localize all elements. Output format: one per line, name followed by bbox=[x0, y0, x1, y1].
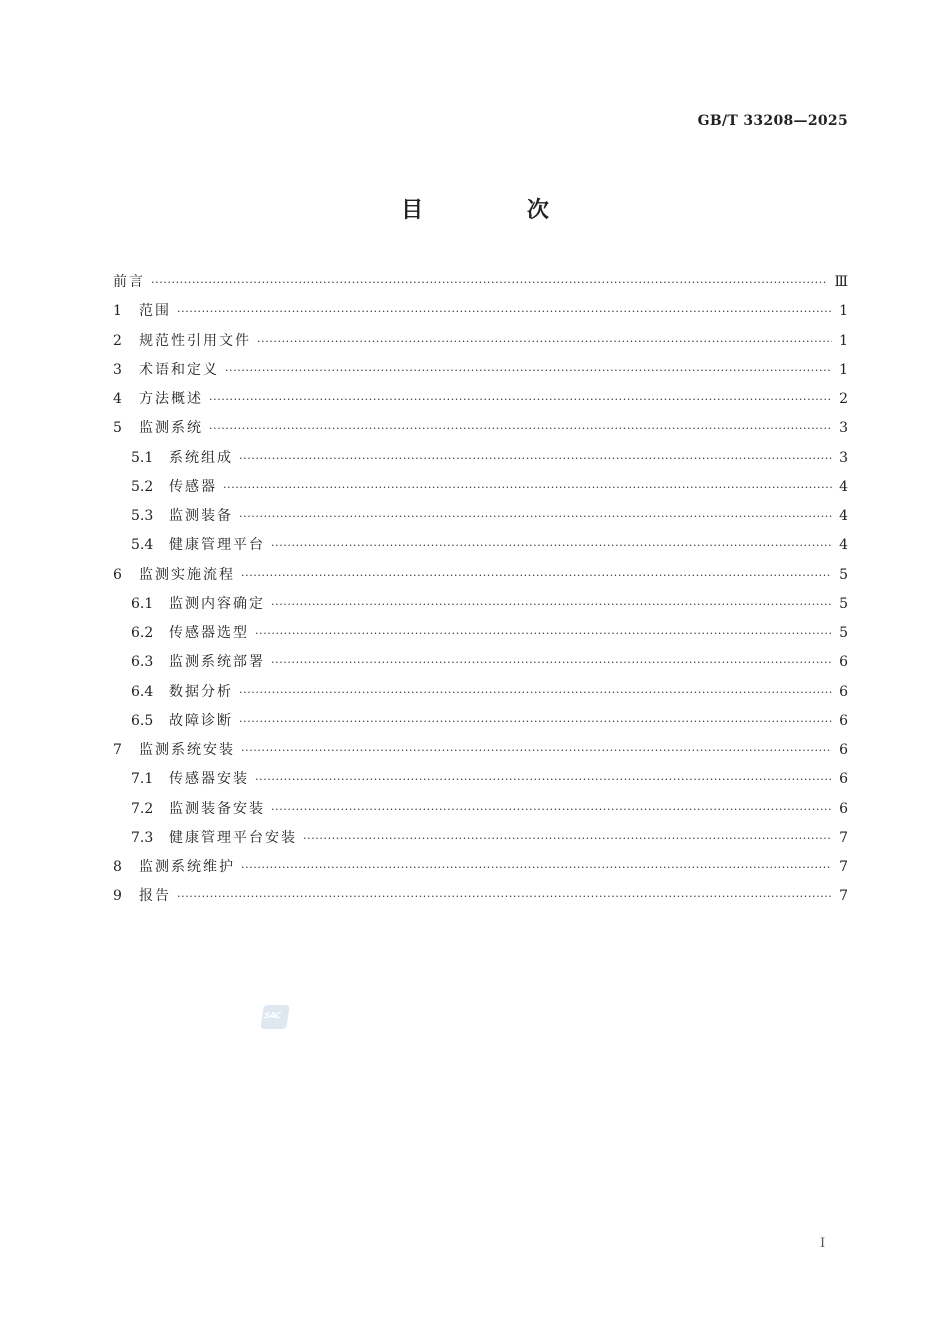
toc-entry-number: 2 bbox=[113, 332, 122, 349]
toc-entry-label: 传感器 bbox=[169, 478, 217, 495]
toc-entry-page: 6 bbox=[839, 654, 848, 671]
toc-title: 目 次 bbox=[401, 198, 597, 223]
toc-dot-leader bbox=[209, 385, 832, 414]
toc-entry-page: 5 bbox=[839, 595, 848, 612]
toc-entry-page: 5 bbox=[839, 566, 848, 583]
toc-entry-number: 7.3 bbox=[131, 829, 154, 846]
toc-entry-label: 故障诊断 bbox=[169, 712, 233, 729]
toc-entry-label: 规范性引用文件 bbox=[139, 332, 251, 349]
toc-entry-number: 5.4 bbox=[131, 537, 154, 554]
toc-entry-number: 6.5 bbox=[131, 712, 154, 729]
toc-dot-leader bbox=[223, 473, 832, 502]
toc-dot-leader bbox=[177, 297, 832, 326]
toc-entry-page: 5 bbox=[839, 625, 848, 641]
toc-entry-page: 1 bbox=[839, 361, 848, 378]
toc-dot-leader bbox=[151, 268, 828, 297]
toc-entry-6-2[interactable] bbox=[113, 619, 848, 648]
toc-entry-label: 监测系统部署 bbox=[169, 654, 265, 671]
standard-number: GB/T 33208—2025 bbox=[697, 113, 848, 129]
toc-dot-leader bbox=[177, 882, 832, 911]
toc-entry-label: 健康管理平台安装 bbox=[169, 829, 297, 846]
toc-entry-7[interactable] bbox=[113, 736, 848, 765]
toc-entry-number: 3 bbox=[113, 361, 122, 378]
toc-entry-number: 5.2 bbox=[131, 478, 154, 495]
toc-entry-page: 6 bbox=[839, 742, 848, 758]
toc-entry-6-5[interactable] bbox=[113, 707, 848, 736]
toc-dot-leader bbox=[271, 531, 832, 560]
toc-entry-page: 4 bbox=[839, 508, 848, 524]
toc-entry-number: 9 bbox=[113, 888, 122, 905]
toc-entry-number: 5.3 bbox=[131, 508, 154, 524]
toc-entry-page: 4 bbox=[839, 478, 848, 495]
toc-entry-label: 报告 bbox=[139, 888, 171, 905]
toc-entry-5-3[interactable] bbox=[113, 502, 848, 531]
toc-entry-page: 7 bbox=[839, 829, 848, 846]
sac-watermark-logo bbox=[260, 1005, 289, 1029]
toc-entry-page: 3 bbox=[839, 420, 848, 437]
toc-entry-number: 6.1 bbox=[131, 595, 154, 612]
toc-entry-label: 监测系统安装 bbox=[139, 742, 235, 758]
toc-dot-leader bbox=[255, 765, 832, 794]
toc-dot-leader bbox=[303, 824, 832, 853]
toc-entry-number: 6.4 bbox=[131, 683, 154, 700]
toc-dot-leader bbox=[239, 707, 832, 736]
toc-dot-leader bbox=[241, 736, 832, 765]
toc-entry-label: 数据分析 bbox=[169, 683, 233, 700]
toc-entry-label: 传感器选型 bbox=[169, 625, 249, 641]
toc-entry-5-4[interactable] bbox=[113, 531, 848, 560]
toc-entry-7-3[interactable] bbox=[113, 824, 848, 853]
toc-dot-leader bbox=[239, 444, 832, 473]
toc-entry-number: 7.2 bbox=[131, 800, 154, 817]
toc-entry-7-2[interactable] bbox=[113, 795, 848, 824]
toc-entry-label: 术语和定义 bbox=[139, 361, 219, 378]
toc-entry-7-1[interactable] bbox=[113, 765, 848, 794]
toc-entry-number: 6.3 bbox=[131, 654, 154, 671]
toc-dot-leader bbox=[271, 590, 832, 619]
toc-entry-label: 范围 bbox=[139, 303, 171, 320]
toc-entry-number: 6 bbox=[113, 566, 122, 583]
toc-dot-leader bbox=[241, 853, 832, 882]
toc-entry-label: 系统组成 bbox=[169, 449, 233, 466]
toc-entry-6[interactable] bbox=[113, 561, 848, 590]
toc-entry-page: 1 bbox=[839, 332, 848, 349]
toc-dot-leader bbox=[255, 619, 832, 648]
toc-entry-6-1[interactable] bbox=[113, 590, 848, 619]
toc-entry-foreword[interactable] bbox=[113, 268, 848, 297]
toc-dot-leader bbox=[239, 678, 832, 707]
toc-entry-page: Ⅲ bbox=[834, 274, 848, 290]
toc-entry-number: 7.1 bbox=[131, 771, 154, 788]
toc-dot-leader bbox=[241, 561, 832, 590]
toc-entry-label: 方法概述 bbox=[139, 391, 203, 407]
toc-entry-page: 6 bbox=[839, 712, 848, 729]
toc-entry-6-3[interactable] bbox=[113, 648, 848, 677]
toc-dot-leader bbox=[257, 327, 832, 356]
toc-entry-number: 8 bbox=[113, 859, 122, 875]
toc-entry-4[interactable] bbox=[113, 385, 848, 414]
toc-entry-2[interactable] bbox=[113, 327, 848, 356]
toc-entry-page: 6 bbox=[839, 800, 848, 817]
toc-entry-number: 7 bbox=[113, 742, 122, 758]
toc-entry-8[interactable] bbox=[113, 853, 848, 882]
toc-entry-label: 监测装备 bbox=[169, 508, 233, 524]
toc-entry-page: 7 bbox=[839, 859, 848, 875]
table-of-contents bbox=[113, 268, 848, 912]
toc-entry-5-2[interactable] bbox=[113, 473, 848, 502]
toc-entry-page: 7 bbox=[839, 888, 848, 905]
toc-entry-5[interactable] bbox=[113, 414, 848, 443]
toc-dot-leader bbox=[225, 356, 832, 385]
toc-dot-leader bbox=[271, 648, 832, 677]
toc-dot-leader bbox=[209, 414, 832, 443]
toc-entry-number: 6.2 bbox=[131, 625, 154, 641]
toc-dot-leader bbox=[271, 795, 832, 824]
toc-entry-label: 健康管理平台 bbox=[169, 537, 265, 554]
toc-entry-label: 监测实施流程 bbox=[139, 566, 235, 583]
toc-entry-page: 6 bbox=[839, 683, 848, 700]
toc-entry-9[interactable] bbox=[113, 882, 848, 911]
toc-entry-number: 5 bbox=[113, 420, 122, 437]
toc-entry-page: 3 bbox=[839, 449, 848, 466]
toc-entry-label: 监测内容确定 bbox=[169, 595, 265, 612]
toc-entry-3[interactable] bbox=[113, 356, 848, 385]
watermark-text: SAC bbox=[263, 1011, 281, 1020]
toc-entry-label: 传感器安装 bbox=[169, 771, 249, 788]
toc-entry-number: 5.1 bbox=[131, 449, 154, 466]
toc-entry-page: 4 bbox=[839, 537, 848, 554]
toc-entry-page: 2 bbox=[839, 391, 848, 407]
toc-entry-label: 监测系统维护 bbox=[139, 859, 235, 875]
toc-entry-number: 4 bbox=[113, 391, 122, 407]
toc-entry-page: 6 bbox=[839, 771, 848, 788]
toc-entry-5-1[interactable] bbox=[113, 444, 848, 473]
toc-entry-number: 1 bbox=[113, 303, 122, 320]
toc-dot-leader bbox=[239, 502, 832, 531]
toc-entry-page: 1 bbox=[839, 303, 848, 320]
toc-entry-label: 监测系统 bbox=[139, 420, 203, 437]
toc-entry-label: 监测装备安装 bbox=[169, 800, 265, 817]
toc-entry-6-4[interactable] bbox=[113, 678, 848, 707]
toc-entry-label: 前言 bbox=[113, 274, 145, 290]
toc-entry-1[interactable] bbox=[113, 297, 848, 326]
page-number: I bbox=[820, 1236, 826, 1251]
